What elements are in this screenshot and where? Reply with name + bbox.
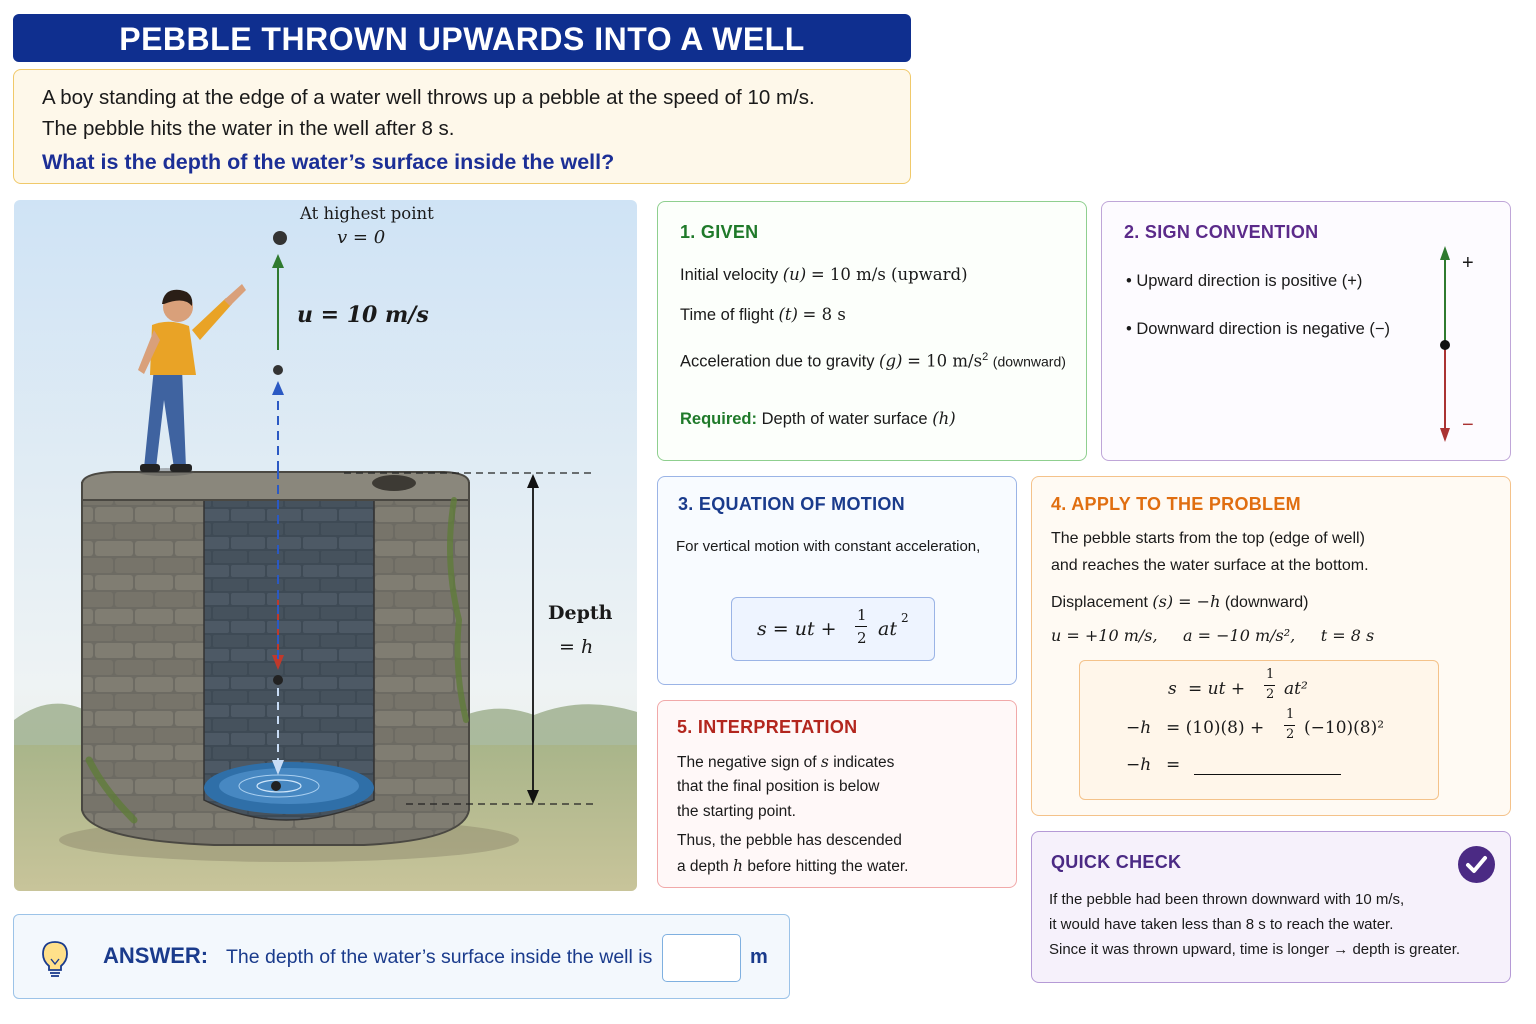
quick-check-line-1: If the pebble had been thrown downward with 10 m/s,	[1049, 891, 1405, 908]
top-label: At highest point	[300, 204, 434, 223]
interp-line-4: Thus, the pebble has descended	[677, 832, 902, 849]
sign-axis-icon	[1432, 242, 1462, 448]
given-required: Required: Depth of water surface (h)	[680, 409, 956, 428]
problem-line-1: A boy standing at the edge of a water well throws up a pebble at the speed of 10 m/s.	[42, 86, 815, 109]
interp-line-2: that the final position is below	[677, 778, 880, 795]
problem-line-2: The pebble hits the water in the well after 8 s.	[42, 117, 455, 140]
answer-bar	[13, 914, 790, 999]
apply-values: u = +10 m/s, a = −10 m/s², t = 8 s	[1051, 626, 1375, 645]
equation-intro: For vertical motion with constant acceleration,	[676, 538, 981, 555]
sign-up-item: • Upward direction is positive (+)	[1126, 272, 1363, 290]
sign-heading: 2. SIGN CONVENTION	[1124, 222, 1319, 242]
interp-line-3: the starting point.	[677, 803, 796, 820]
interp-line-5: a depth h before hitting the water.	[677, 857, 909, 875]
fraction-bar	[855, 626, 867, 627]
quick-check-line-2: it would have taken less than 8 s to reach the water.	[1049, 916, 1394, 933]
apply-heading: 4. APPLY TO THE PROBLEM	[1051, 494, 1301, 514]
page-title: PEBBLE THROWN UPWARDS INTO A WELL	[13, 14, 911, 62]
equation-card	[657, 476, 1017, 685]
equation-heading: 3. EQUATION OF MOTION	[678, 494, 905, 514]
equation-formula: s = ut + 1 2 at 2	[731, 597, 935, 661]
apply-line-2: and reaches the water surface at the bottom.	[1051, 557, 1369, 574]
given-card	[657, 201, 1087, 461]
quick-check-line-3: Since it was thrown upward, time is longer → depth is greater.	[1049, 941, 1461, 958]
answer-text: The depth of the water’s surface inside the well is	[226, 946, 653, 968]
quick-check-heading: QUICK CHECK	[1051, 852, 1182, 872]
plus-sign: +	[1462, 252, 1474, 274]
answer-blank-line	[1194, 774, 1341, 775]
lightbulb-icon	[40, 939, 70, 979]
interpretation-heading: 5. INTERPRETATION	[677, 717, 858, 737]
given-gravity: Acceleration due to gravity (g) = 10 $m/s^2$ (downward)	[680, 351, 1066, 371]
depth-equation: = h	[559, 636, 594, 658]
apply-line-1: The pebble starts from the top (edge of well)	[1051, 530, 1365, 547]
problem-question: What is the depth of the water’s surface inside the well?	[42, 150, 615, 174]
checkmark-icon	[1458, 846, 1495, 883]
sign-convention-card	[1101, 201, 1511, 461]
depth-label: Depth	[548, 602, 613, 624]
interpretation-card	[657, 700, 1017, 888]
given-velocity: Initial velocity (u) = 10 m/s (upward)	[680, 265, 968, 284]
quick-check-card	[1031, 831, 1511, 983]
problem-statement	[13, 69, 911, 184]
answer-label: ANSWER:	[103, 943, 209, 968]
initial-velocity-label: u = 10 m/s	[297, 302, 429, 328]
apply-displacement: Displacement (s) = −h (downward)	[1051, 592, 1309, 611]
sign-down-item: • Downward direction is negative (−)	[1126, 320, 1390, 338]
apply-card	[1031, 476, 1511, 816]
answer-input[interactable]	[662, 934, 741, 982]
answer-unit: m	[750, 946, 768, 968]
given-heading: 1. GIVEN	[680, 222, 759, 242]
top-equation: v = 0	[337, 227, 386, 248]
minus-sign: −	[1462, 414, 1474, 436]
interp-line-1: The negative sign of s indicates	[677, 753, 895, 771]
apply-working: s = ut + 1 2 at² −h = (10)(8) + 1 2 (−10)(8)² −h =	[1079, 660, 1439, 800]
given-time: Time of flight (t) = 8 s	[680, 305, 846, 324]
well-illustration	[14, 200, 637, 891]
